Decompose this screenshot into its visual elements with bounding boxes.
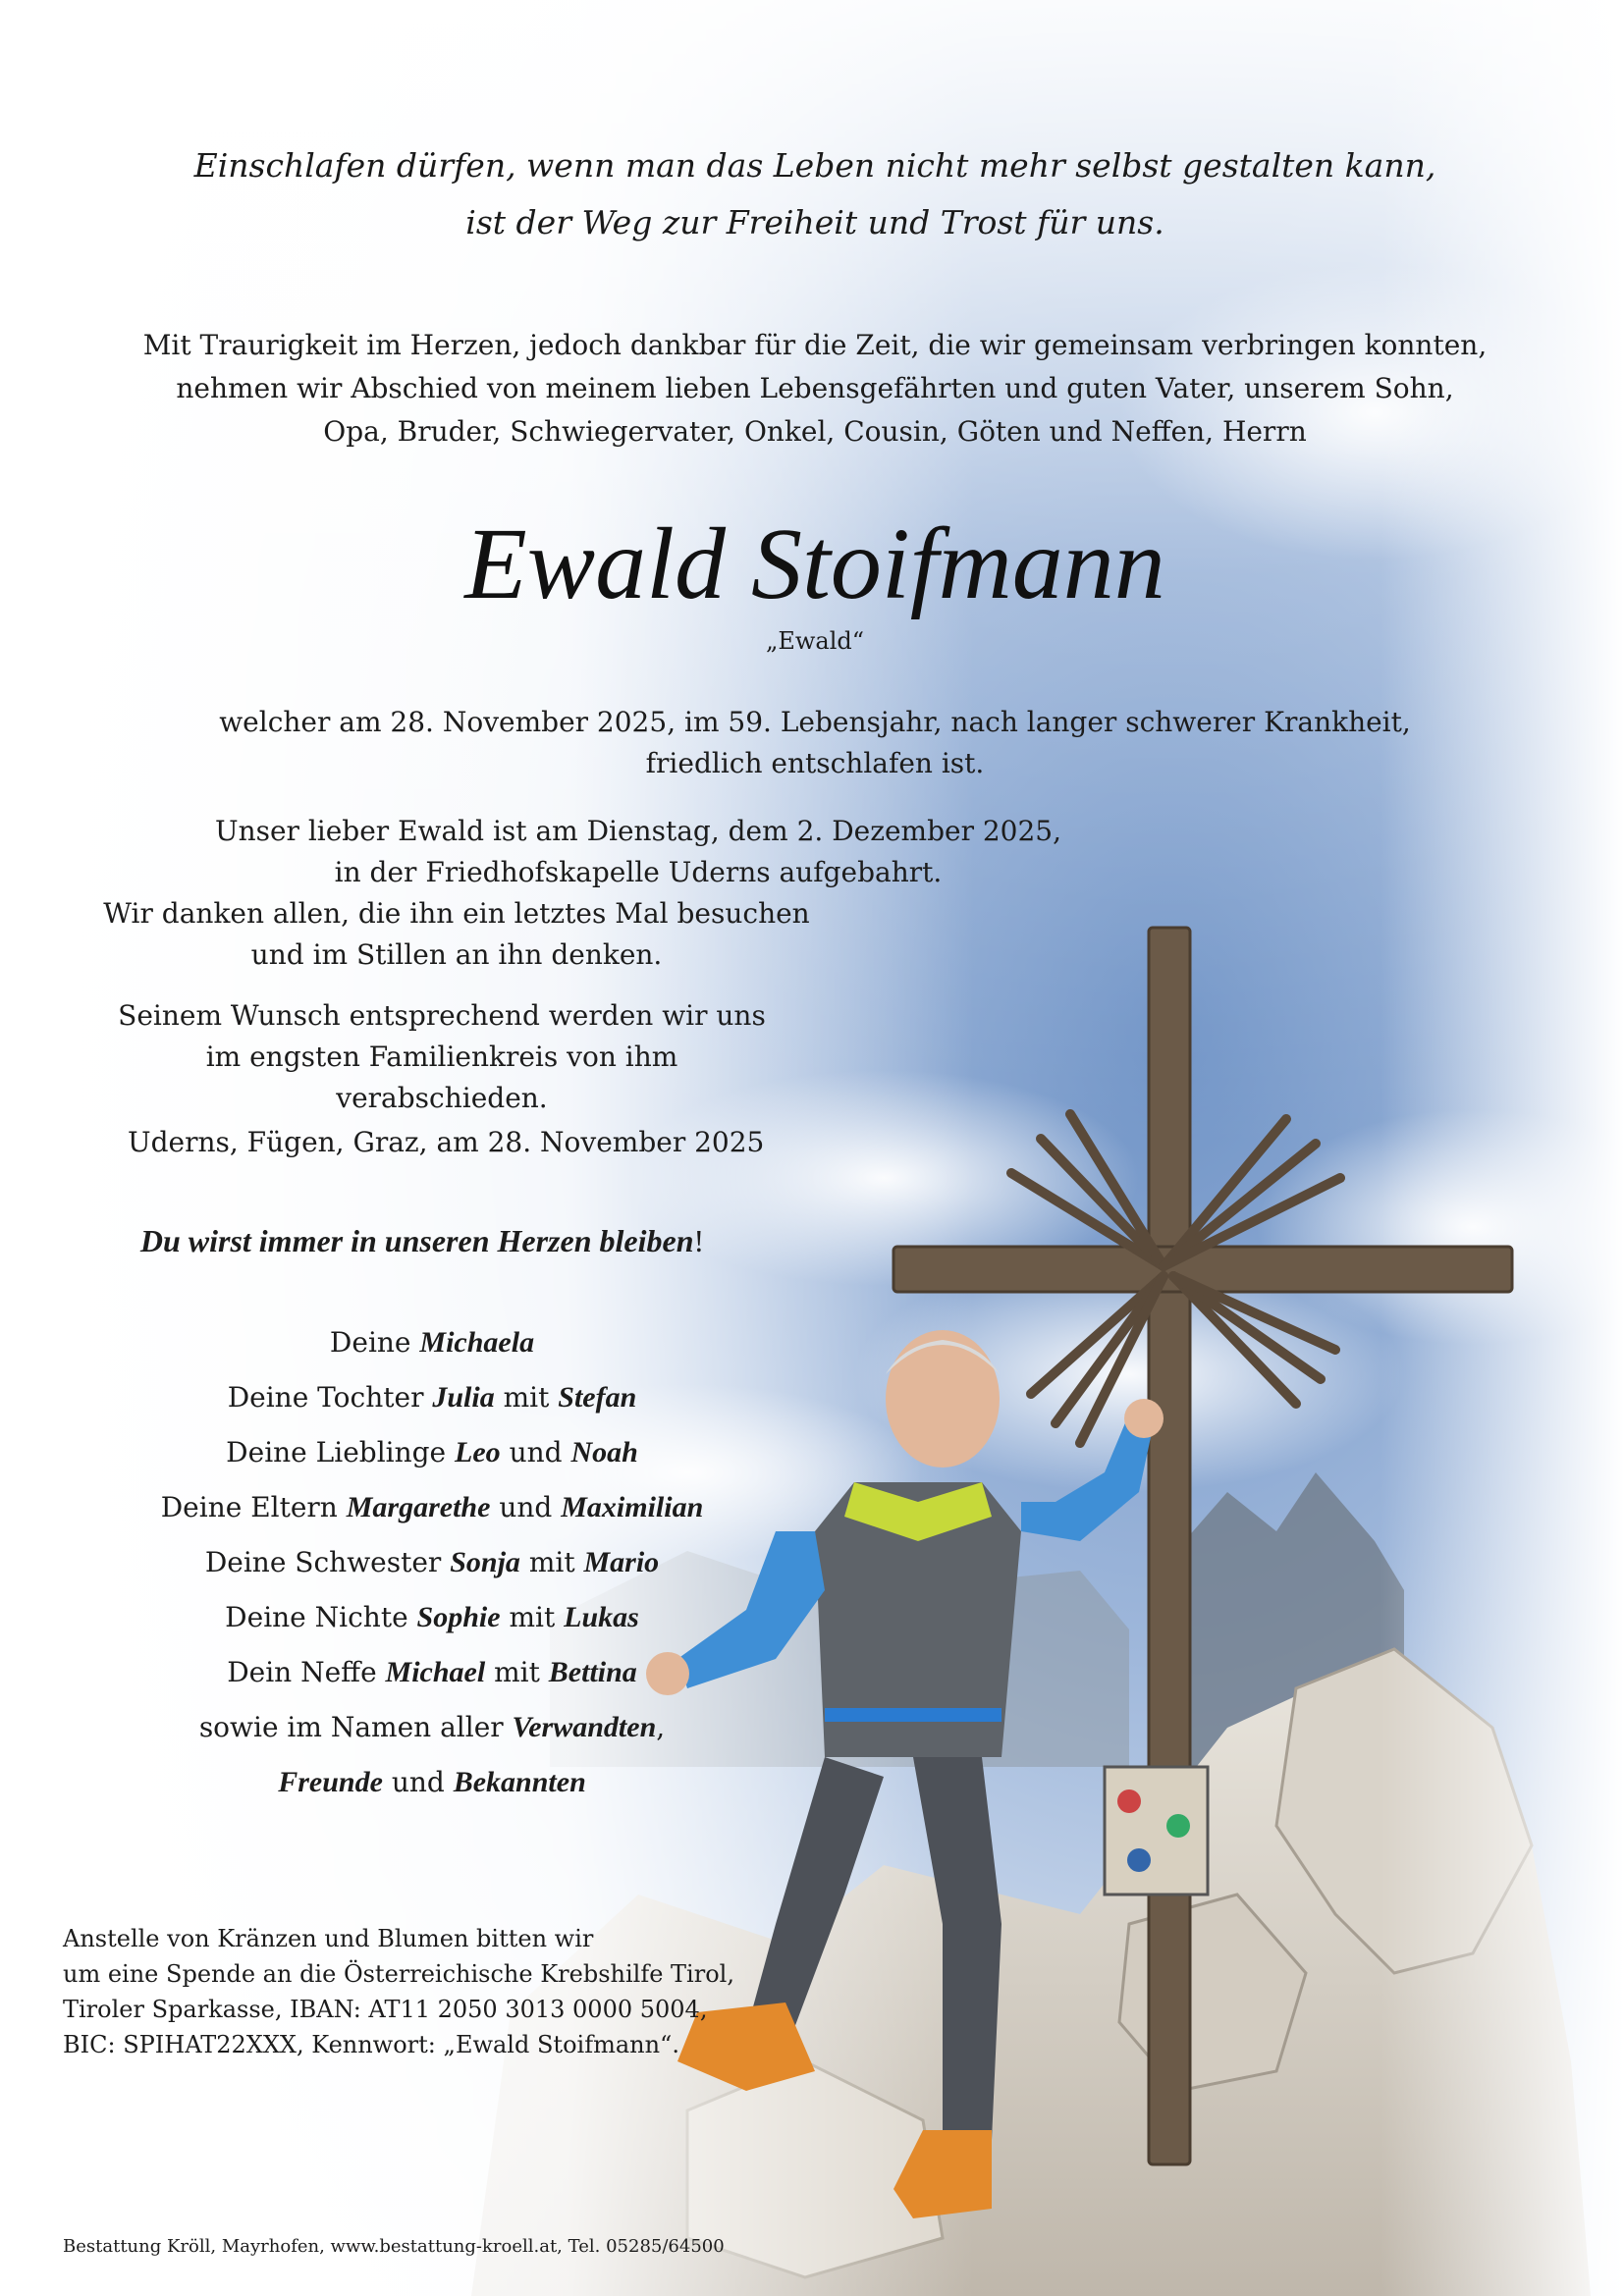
mourner-relation: mit <box>494 1381 559 1414</box>
death-line: friedlich entschlafen ist. <box>645 747 985 779</box>
mourner-relation: Dein Neffe <box>227 1656 386 1688</box>
mourner-relation: Deine Eltern <box>160 1491 347 1523</box>
wish-text <box>98 995 785 1119</box>
farewell-line <box>39 1217 805 1264</box>
mourner-relation: Deine Tochter <box>227 1381 433 1414</box>
donation-line: Tiroler Sparkasse, IBAN: AT11 2050 3013 0000 5004, <box>63 1996 708 2023</box>
mourner-relation: Deine Lieblinge <box>226 1436 456 1468</box>
donation-line: BIC: SPIHAT22XXX, Kennwort: „Ewald Stoifmann“. <box>63 2031 679 2058</box>
mourner-line <box>59 1755 805 1810</box>
mourner-relation: und <box>382 1766 454 1798</box>
intro-text <box>128 324 1502 454</box>
mourner-name: Bekannten <box>453 1766 586 1798</box>
viewing-line: Wir danken allen, die ihn ein letztes Mal besuchen <box>103 897 810 930</box>
motto-line: ist der Weg zur Freiheit und Trost für uns. <box>465 203 1164 241</box>
intro-line: Mit Traurigkeit im Herzen, jedoch dankbar für die Zeit, die wir gemeinsam verbringen konnten, <box>142 329 1488 361</box>
wish-line: im engsten Familienkreis von ihm verabschieden. <box>205 1041 678 1114</box>
viewing-line: Unser lieber Ewald ist am Dienstag, dem 2. Dezember 2025, <box>214 815 1062 847</box>
intro-line: Opa, Bruder, Schwiegervater, Onkel, Cousin, Göten und Neffen, Herrn <box>323 415 1307 448</box>
mourner-name: Bettina <box>548 1656 637 1688</box>
mourner-relation: Deine Schwester <box>204 1546 451 1578</box>
viewing-thanks <box>98 893 815 976</box>
mourner-name: Verwandten <box>512 1711 657 1743</box>
mourner-name: Freunde <box>278 1766 383 1798</box>
deceased-nickname: „Ewald“ <box>765 627 865 655</box>
mourner-name: Noah <box>570 1436 638 1468</box>
death-line: welcher am 28. November 2025, im 59. Lebensjahr, nach langer schwerer Krankheit, <box>219 706 1411 738</box>
viewing-info <box>147 811 1129 893</box>
donation-line: Anstelle von Kränzen und Blumen bitten wir <box>63 1925 594 1952</box>
mourner-relation: Deine Nichte <box>225 1601 417 1633</box>
mourner-relation: Deine <box>329 1326 420 1359</box>
motto-quote <box>128 137 1502 251</box>
mourner-line <box>59 1315 805 1370</box>
donation-request <box>63 1921 848 2062</box>
mourner-name: Mario <box>583 1546 660 1578</box>
mourner-name: Margarethe <box>346 1491 491 1523</box>
mourner-name: Leo <box>455 1436 501 1468</box>
mourner-line <box>59 1645 805 1700</box>
mourner-line <box>59 1370 805 1425</box>
funeral-home-footer: Bestattung Kröll, Mayrhofen, www.bestattung-kroell.at, Tel. 05285/64500 <box>63 2236 725 2257</box>
mourners-list <box>59 1315 805 1810</box>
mourner-name: Lukas <box>564 1601 639 1633</box>
mourner-relation: mit <box>485 1656 549 1688</box>
mourner-name: Michaela <box>419 1326 535 1359</box>
mourner-relation: sowie im Namen aller <box>198 1711 513 1743</box>
mourner-relation: mit <box>500 1601 565 1633</box>
mourner-line <box>59 1700 805 1755</box>
mourner-relation: und <box>500 1436 571 1468</box>
mourner-line <box>59 1480 805 1535</box>
mourner-relation: , <box>656 1711 666 1743</box>
mourner-name: Michael <box>385 1656 486 1688</box>
deceased-name: Ewald Stoifmann <box>464 507 1165 620</box>
farewell-text: Du wirst immer in unseren Herzen bleiben <box>139 1223 694 1258</box>
donation-line: um eine Spende an die Österreichische Krebshilfe Tirol, <box>63 1960 734 1988</box>
mourner-line <box>59 1590 805 1645</box>
mourner-name: Sonja <box>450 1546 520 1578</box>
motto-line: Einschlafen dürfen, wenn man das Leben nicht mehr selbst gestalten kann, <box>193 146 1436 185</box>
viewing-line: und im Stillen an ihn denken. <box>250 938 663 971</box>
mourner-name: Stefan <box>558 1381 637 1414</box>
wish-line: Seinem Wunsch entsprechend werden wir uns <box>118 999 766 1032</box>
mourner-relation: und <box>490 1491 562 1523</box>
farewell-punct: ! <box>693 1223 705 1258</box>
mourner-line <box>59 1535 805 1590</box>
mourner-name: Maximilian <box>561 1491 704 1523</box>
place-date: Uderns, Fügen, Graz, am 28. November 2025 <box>128 1126 765 1158</box>
mourner-line <box>59 1425 805 1480</box>
mourner-relation: mit <box>519 1546 584 1578</box>
mourner-name: Julia <box>432 1381 495 1414</box>
viewing-line: in der Friedhofskapelle Uderns aufgebahrt. <box>334 856 943 888</box>
mourner-name: Sophie <box>416 1601 501 1633</box>
death-notice <box>128 702 1502 784</box>
intro-line: nehmen wir Abschied von meinem lieben Lebensgefährten und guten Vater, unserem Sohn, <box>176 372 1454 404</box>
